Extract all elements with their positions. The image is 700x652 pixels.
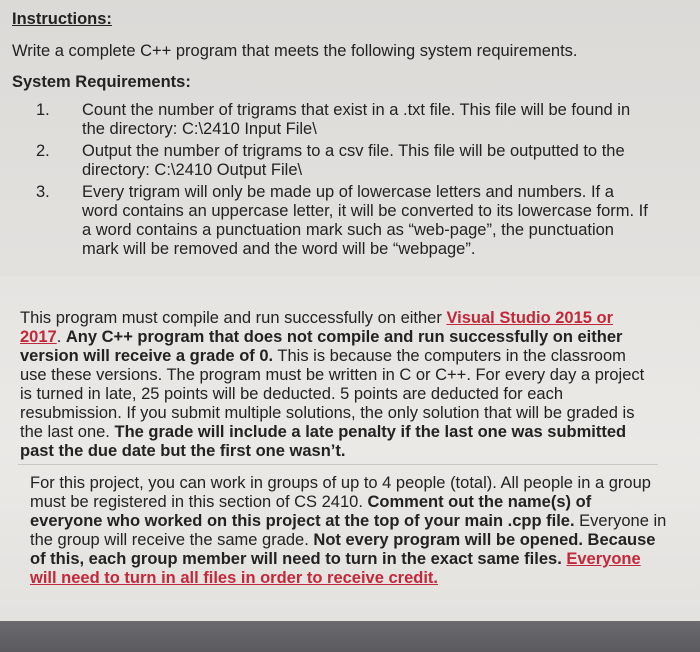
version-2017-link[interactable]: 2017 (20, 328, 57, 346)
bottom-bezel (0, 621, 700, 652)
everyone-link[interactable]: Everyone (566, 550, 641, 568)
visual-studio-link[interactable]: Visual Studio 2015 or (446, 309, 614, 327)
paragraph-1-line-3: version will receive a grade of 0. This is because the computers in the classroom (20, 347, 626, 365)
requirement-1-line-1: Count the number of trigrams that exist in a .txt file. This file will be found in (82, 101, 631, 119)
section-divider (18, 464, 658, 465)
paragraph-1-line-1: This program must compile and run successfully on either Visual Studio 2015 or (20, 309, 614, 327)
paragraph-2-line-2: must be registered in this section of CS 2410. Comment out the name(s) of (30, 493, 592, 511)
intro-text: Write a complete C++ program that meets the following system requirements. (12, 42, 578, 60)
requirement-2-line-1: Output the number of trigrams to a csv file. This file will be outputted to the (82, 142, 625, 160)
requirement-1-line-2: the directory: C:\2410 Input File\ (82, 120, 317, 138)
paragraph-1-line-5: is turned in late, 25 points will be deducted. 5 points are deducted for each (20, 385, 564, 403)
paragraph-2-line-1: For this project, you can work in groups of up to 4 people (total). All people in a group (30, 474, 651, 492)
requirement-number: 2. (36, 142, 50, 160)
paragraph-1-line-8: past the due date but the first one wasn’t. (20, 442, 346, 460)
requirement-3-line-4: mark will be removed and the word will be “webpage”. (82, 240, 476, 258)
requirements-title: System Requirements: (12, 73, 191, 91)
instructions-heading: Instructions: (12, 10, 112, 28)
requirement-3-line-1: Every trigram will only be made up of lowercase letters and numbers. If a (82, 183, 614, 201)
paragraph-1-line-7: the last one. The grade will include a late penalty if the last one was submitted (20, 423, 627, 441)
paragraph-1-line-2: 2017. Any C++ program that does not compile and run successfully on either (20, 328, 623, 346)
paragraph-1-line-6: resubmission. If you submit multiple solutions, the only solution that will be graded is (20, 404, 635, 422)
requirement-number: 3. (36, 183, 50, 201)
requirement-2-line-2: directory: C:\2410 Output File\ (82, 161, 303, 179)
paragraph-1-line-4: use these versions. The program must be written in C or C++. For every day a project (20, 366, 645, 384)
credit-requirement-link[interactable]: will need to turn in all files in order to receive credit. (30, 569, 439, 587)
paragraph-2-line-3: everyone who worked on this project at the top of your main .cpp file. Everyone in (30, 512, 667, 530)
paragraph-2-line-4: the group will receive the same grade. Not every program will be opened. Because (30, 531, 656, 549)
requirement-3-line-2: word contains an uppercase letter, it will be converted to its lowercase form. If (82, 202, 648, 220)
requirement-number: 1. (36, 101, 50, 119)
paragraph-2-line-5: of this, each group member will need to turn in the exact same files. Everyone (30, 550, 641, 568)
requirement-3-line-3: a word contains a punctuation mark such as “web-page”, the punctuation (82, 221, 614, 239)
